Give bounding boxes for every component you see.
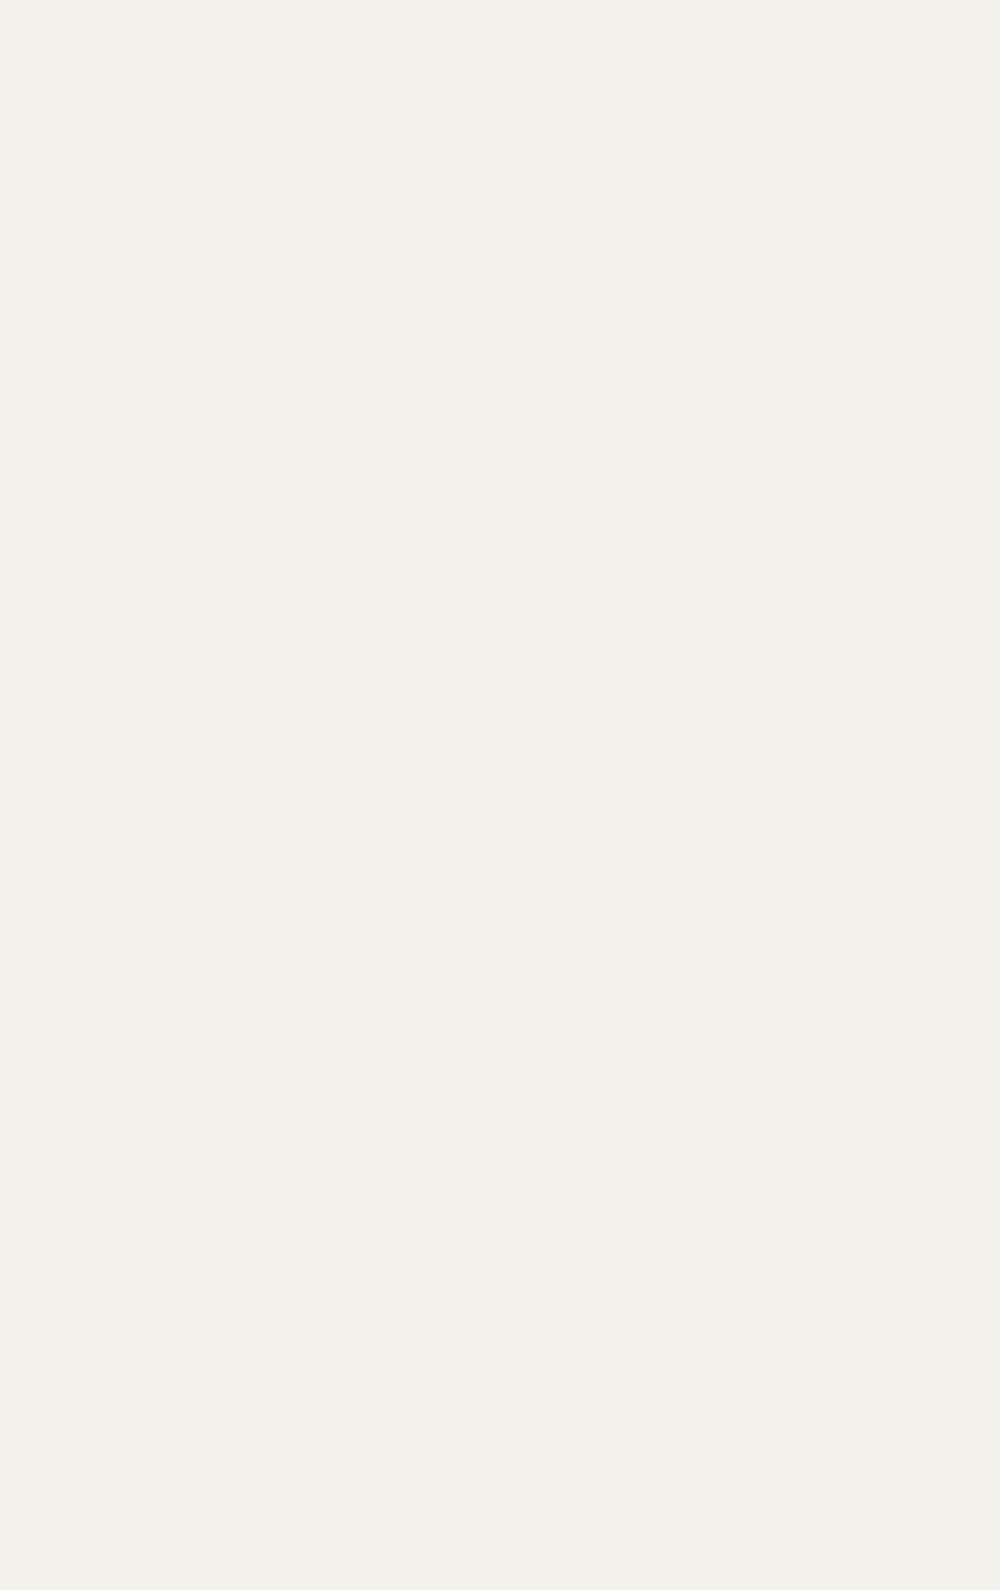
summary-line	[130, 724, 920, 760]
summary-line	[130, 688, 920, 724]
summary-paragraph	[130, 652, 920, 796]
summary-line	[130, 652, 920, 688]
summary-line	[130, 760, 920, 796]
